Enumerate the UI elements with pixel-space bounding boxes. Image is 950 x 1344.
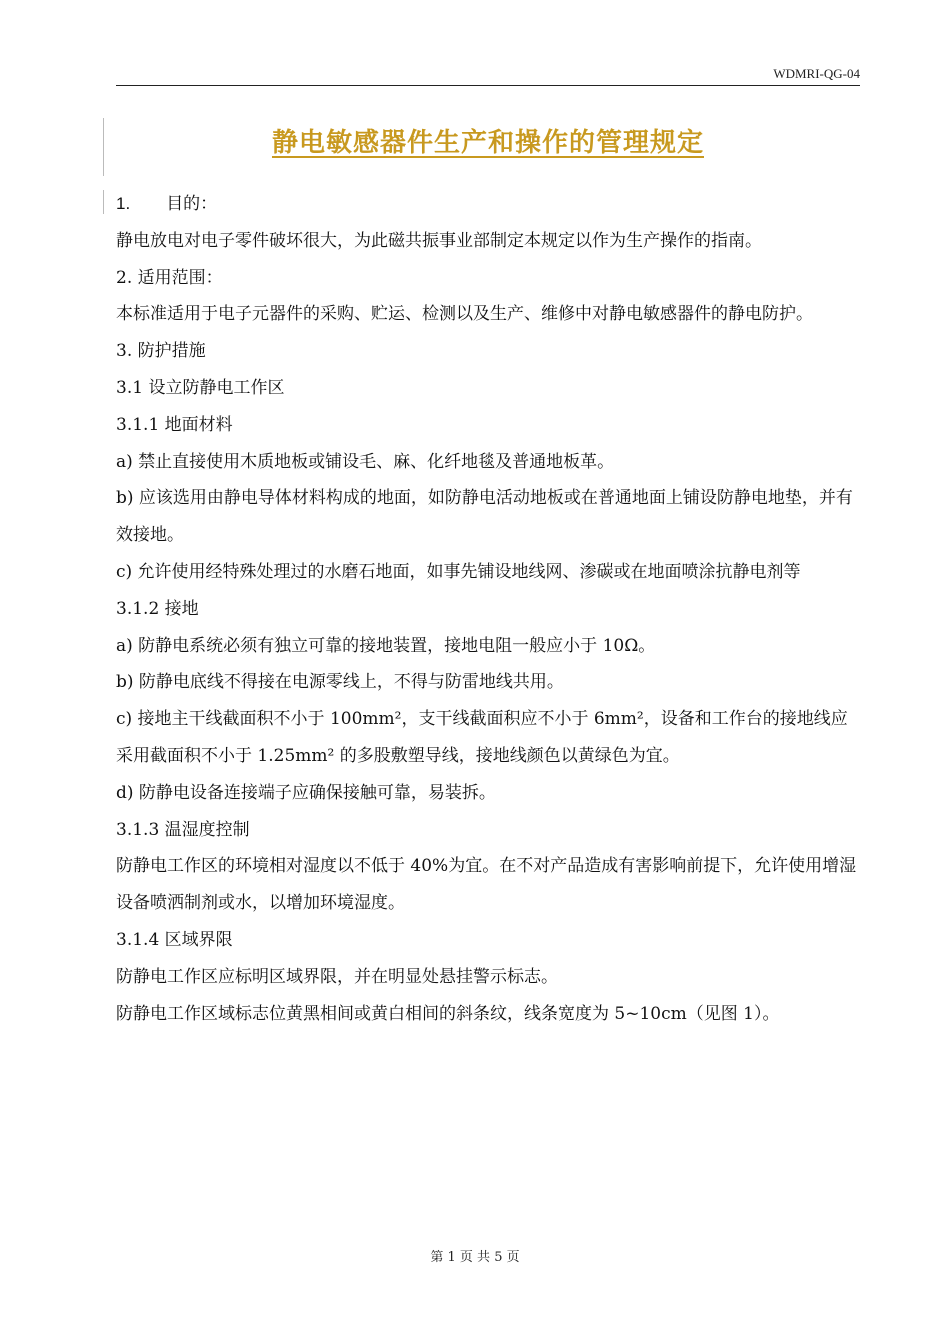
paragraph-purpose: 静电放电对电子零件破坏很大，为此磁共振事业部制定本规定以作为生产操作的指南。 — [116, 230, 762, 251]
item-ground-d: d) 防静电设备连接端子应确保接触可靠，易装拆。 — [116, 782, 496, 803]
section-3-1-heading: 3.1 设立防静电工作区 — [116, 377, 285, 398]
paragraph-zone-marking: 防静电工作区应标明区域界限，并在明显处悬挂警示标志。 — [116, 966, 558, 987]
item-ground-b: b) 防静电底线不得接在电源零线上，不得与防雷地线共用。 — [116, 672, 564, 693]
left-margin-mark — [103, 118, 104, 176]
paragraph-zone-stripes: 防静电工作区域标志位黄黑相间或黄白相间的斜条纹，线条宽度为 5~10cm（见图 1）。 — [116, 1003, 780, 1024]
header-document-code: WDMRI-QG-04 — [773, 66, 860, 81]
page-title: 静电敏感器件生产和操作的管理规定 — [271, 128, 704, 158]
section-2-heading: 2. 适用范围： — [116, 267, 223, 288]
section-3-heading: 3. 防护措施 — [116, 341, 206, 362]
section-1-heading — [116, 186, 860, 223]
section-3-1-3-heading: 3.1.3 温湿度控制 — [116, 819, 250, 840]
paragraph-humidity: 防静电工作区的环境相对湿度以不低于 40%为宜。在不对产品造成有害影响前提下，允许使用增湿设备喷洒制剂或水，以增加环境湿度。 — [116, 856, 857, 914]
item-floor-b: b) 应该选用由静电导体材料构成的地面，如防静电活动地板或在普通地面上铺设防静电地垫，并有效接地。 — [116, 488, 853, 546]
item-ground-c: c) 接地主干线截面积不小于 100mm²，支干线截面积应不小于 6mm²，设备和工作台的接地线应采用截面积不小于 1.25mm² 的多股敷塑导线，接地线颜色以黄绿色为宜。 — [116, 709, 848, 766]
item-floor-c: c) 允许使用经特殊处理过的水磨石地面，如事先铺设地线网、渗碳或在地面喷涂抗静电剂等 — [116, 561, 801, 582]
document-body — [116, 186, 860, 1032]
item-ground-a: a) 防静电系统必须有独立可靠的接地装置，接地电阻一般应小于 10Ω。 — [116, 635, 656, 656]
left-margin-mark-2 — [103, 190, 104, 214]
section-3-1-4-heading: 3.1.4 区域界限 — [116, 929, 233, 950]
paragraph-scope: 本标准适用于电子元器件的采购、贮运、检测以及生产、维修中对静电敏感器件的静电防护。 — [116, 304, 813, 325]
header-rule — [116, 85, 860, 86]
section-1-number: 1. — [116, 194, 131, 213]
section-3-1-1-heading: 3.1.1 地面材料 — [116, 414, 233, 435]
item-floor-a: a) 禁止直接使用木质地板或铺设毛、麻、化纤地毯及普通地板革。 — [116, 451, 615, 472]
section-1-title: 目的： — [166, 194, 218, 214]
section-3-1-2-heading: 3.1.2 接地 — [116, 598, 199, 619]
page-number-footer: 第 1 页 共 5 页 — [430, 1250, 520, 1265]
